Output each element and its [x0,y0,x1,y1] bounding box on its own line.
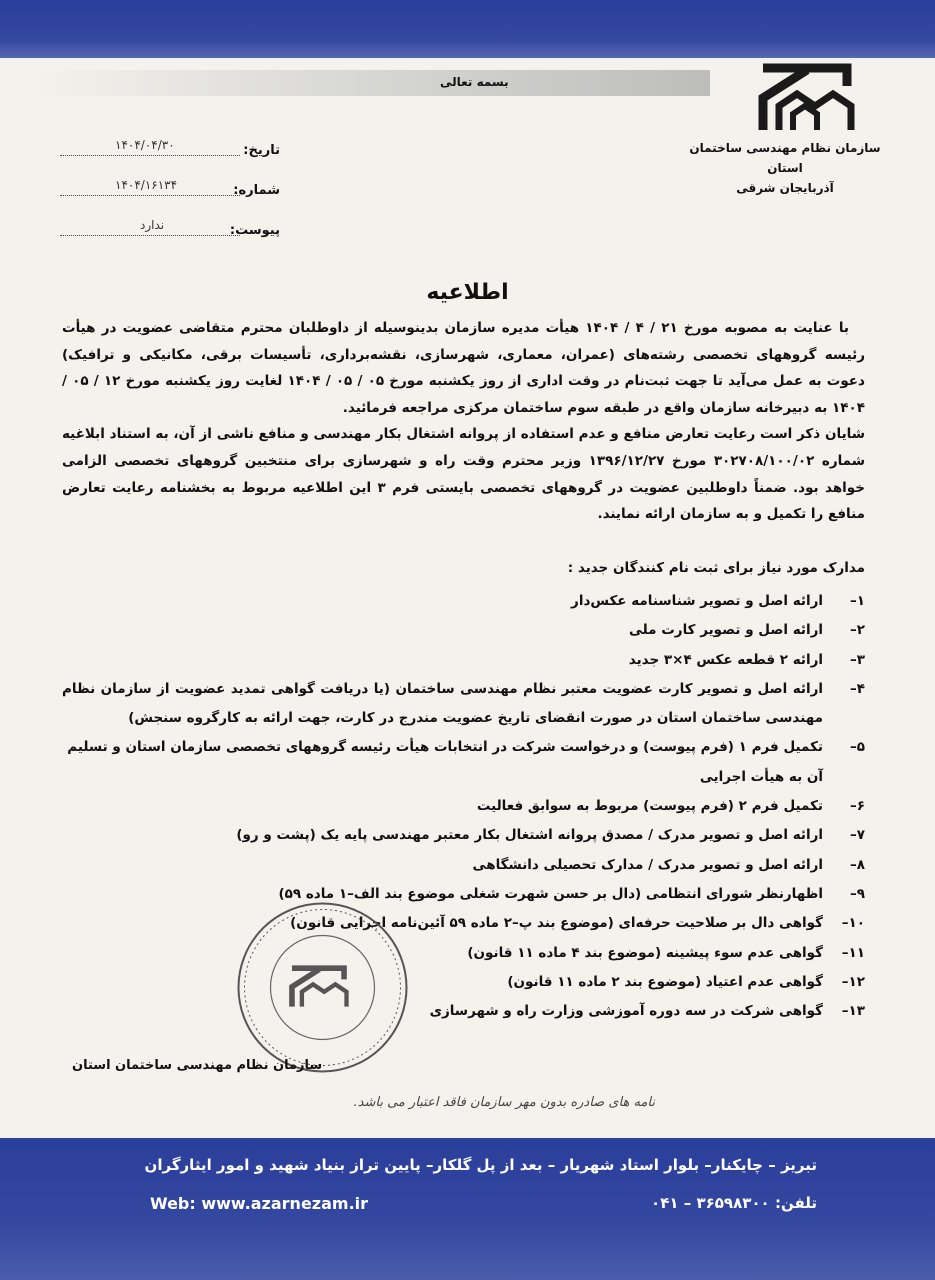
list-item-text: گواهی شرکت در سه دوره آموزشی وزارت راه و شهرسازی [429,1003,823,1020]
list-item-number: ۱۳– [841,1003,865,1020]
list-item-text: گواهی دال بر صلاحیت حرفه‌ای (موضوع بند پ–۲ ماده ۵۹ آئین‌نامه اجرایی قانون) [290,915,823,932]
date-label: تاریخ: [243,143,280,158]
date-dotted-line [60,155,240,156]
number-value: ۱۴۰۴/۱۶۱۳۴ [115,178,178,192]
signature-organization: سازمان نظام مهندسی ساختمان استان [72,1058,323,1073]
attachment-value: ندارد [140,218,165,232]
basmala-text: بسمه تعالی [440,75,509,89]
list-item [62,939,865,968]
number-dotted-line [60,195,240,196]
validity-notice: نامه های صادره بدون مهر سازمان فاقد اعتبار می باشد. [353,1095,655,1110]
list-item-number: ۱۰– [841,915,865,932]
list-item [62,792,865,821]
list-item-number: ۱۱– [841,944,865,961]
announcement-title: اطلاعیه [426,280,509,305]
list-item [62,646,865,675]
list-item [62,733,865,792]
list-item-text: ارائه اصل و تصویر مدرک / مدارک تحصیلی دانشگاهی [472,856,823,873]
list-item-number: ۶– [850,798,865,815]
requirements-list [62,587,865,1026]
list-item-text: گواهی عدم اعتیاد (موضوع بند ۲ ماده ۱۱ قانون) [507,973,823,990]
list-item-text: ارائه ۲ قطعه عکس ۴×۳ جدید [628,651,823,668]
list-item [62,675,865,734]
basmala-strip [30,70,710,96]
list-item-number: ۳– [850,651,865,668]
list-item [62,997,865,1026]
list-item [62,616,865,645]
list-item-number: ۹– [850,885,865,902]
list-item-number: ۴– [850,680,865,697]
attachment-label: پیوست: [229,223,280,238]
organization-name-line2: آذربایجان شرقی [736,181,834,195]
footer-address: تبریز – چایکنار– بلوار استاد شهریار – بعد از پل گلکار– پایین تراز بنیاد شهید و امور ایثارگران [144,1156,817,1174]
footer-bar [0,1138,935,1280]
list-item-number: ۵– [850,739,865,756]
list-item [62,880,865,909]
list-item-number: ۷– [850,827,865,844]
list-item-text: ارائه اصل و تصویر شناسنامه عکس‌دار [571,593,823,609]
requirements-title: مدارک مورد نیاز برای ثبت نام کنندگان جدید : [567,560,865,576]
list-item [62,909,865,938]
official-stamp-icon [235,900,410,1075]
list-item-text: گواهی عدم سوء پیشینه (موضوع بند ۴ ماده ۱۱ قانون) [467,944,823,961]
attachment-dotted-line [60,235,240,236]
date-value: ۱۴۰۴/۰۴/۳۰ [115,138,175,152]
list-item-number: ۲– [850,622,865,639]
date-row [60,136,280,160]
list-item [62,587,865,616]
top-header-bar [0,0,935,58]
attachment-row [60,216,280,240]
paragraph-conflict-of-interest: شایان ذکر است رعایت تعارض منافع و عدم استفاده از پروانه اشتغال بکار مهندسی و منافع ناشی از آن، به استناد ابلاغیه شماره ۳۰۲۷۰۸/۱۰۰/۰۲ مورخ ۱۳۹۶/۱۲/۲۷ وزیر محترم وقت راه و شهرسازی برای منتخبین گروههای تخصصی الزامی خواهد بود. ضمناً داوطلبین عضویت در گروههای تخصصی بایستی فرم ۳ این اطلاعیه مربوط به بخشنامه رعایت تعارض منافع را تکمیل و به سازمان ارائه نمایند. [62,426,865,523]
organization-name-line1: سازمان نظام مهندسی ساختمان استان [689,141,881,175]
list-item-number: ۸– [850,856,865,873]
organization-logo-icon [755,58,865,138]
number-label: شماره: [233,183,280,198]
list-item-text: تکمیل فرم ۲ (فرم پیوست) مربوط به سوابق فعالیت [476,798,823,815]
number-row [60,176,280,200]
paragraph-invitation: با عنایت به مصوبه مورخ ۲۱ / ۴ / ۱۴۰۴ هیأت مدیره سازمان بدینوسیله از داوطلبان محترم متقاضی عضویت در هیأت رئیسه گروههای تخصصی رشته‌های (عمران، معماری، شهرسازی، نقشه‌برداری، تأسیسات برقی، مکانیکی و ترافیک) دعوت به عمل می‌آید تا جهت ثبت‌نام در وقت اداری از روز یکشنبه مورخ ۰۵ / ۰۵ / ۱۴۰۴ لغایت روز یکشنبه مورخ ۱۲ / ۰۵ / ۱۴۰۴ به دبیرخانه سازمان واقع در طبقه سوم ساختمان مرکزی مراجعه فرمائید. [62,320,865,416]
list-item-text: ارائه اصل و تصویر مدرک / مصدق پروانه اشتغال بکار معتبر مهندسی پایه یک (پشت و رو) [236,827,823,844]
organization-name [675,138,895,198]
footer-website: Web: www.azarnezam.ir [150,1194,369,1213]
list-item-text: اظهارنظر شورای انتظامی (دال بر حسن شهرت شغلی موضوع بند الف–۱ ماده ۵۹) [278,885,823,902]
list-item-text: تکمیل فرم ۱ (فرم پیوست) و درخواست شرکت در انتخابات هیأت رئیسه گروههای تخصصی سازمان استان و تسلیم آن به هیأت اجرایی [67,739,823,785]
announcement-body [62,315,865,528]
list-item [62,968,865,997]
list-item [62,851,865,880]
list-item-number: ۱۲– [841,973,865,990]
footer-phone: تلفن: ۳۶۵۹۸۳۰۰ – ۰۴۱ [651,1194,817,1212]
list-item [62,821,865,850]
list-item-text: ارائه اصل و تصویر کارت ملی [629,622,823,639]
list-item-text: ارائه اصل و تصویر کارت عضویت معتبر نظام مهندسی ساختمان (یا دریافت گواهی تمدید عضویت از سازمان نظام مهندسی ساختمان استان در صورت انقضای تاریخ عضویت مندرج در کارت، جهت ارائه به کارگروه سنجش) [62,680,823,727]
list-item-number: ۱– [850,593,865,609]
